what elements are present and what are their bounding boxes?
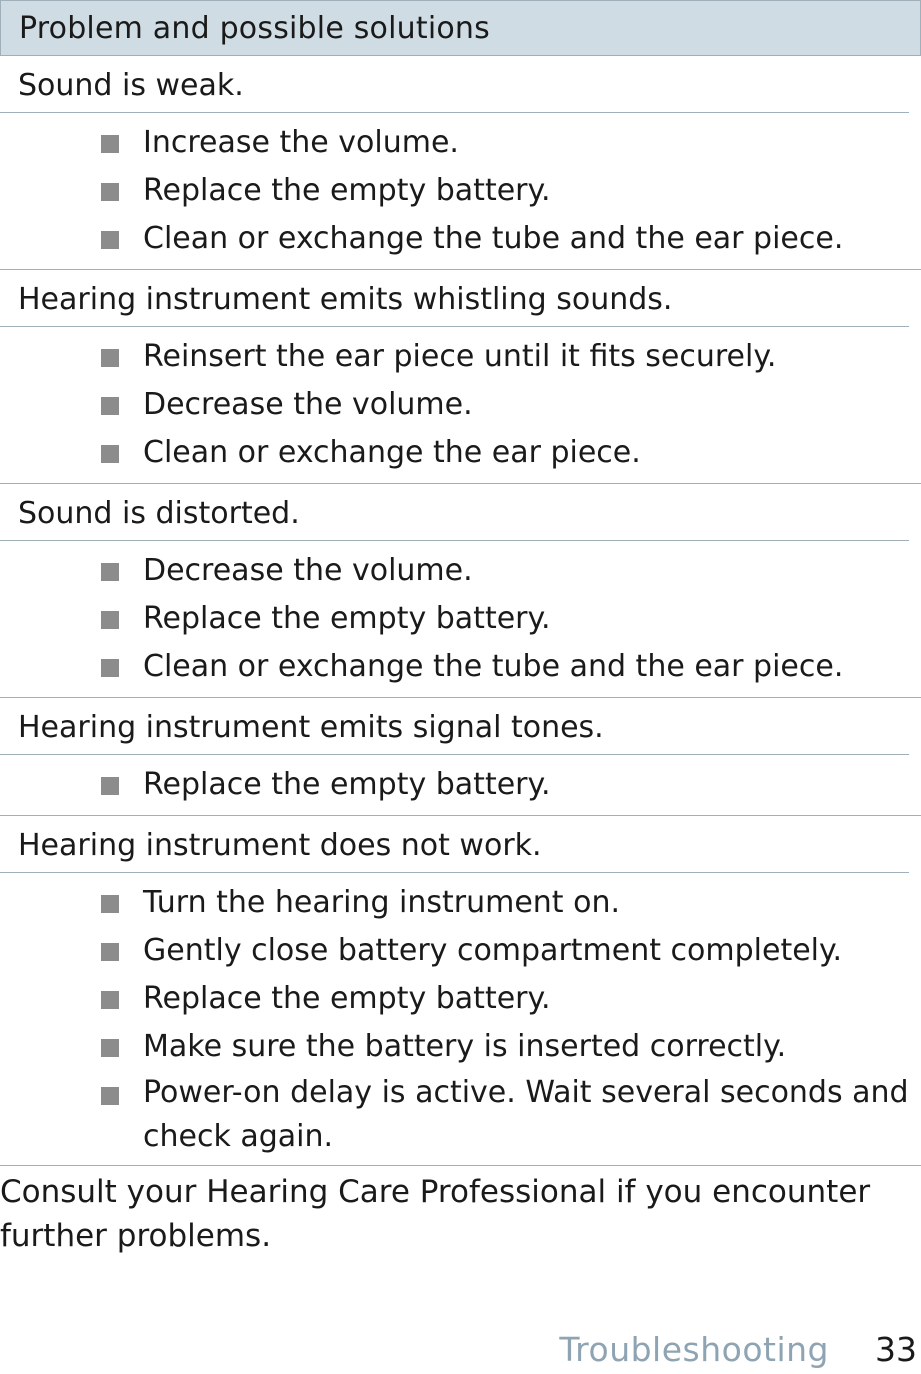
solution-list <box>0 541 921 698</box>
solution-text: Turn the hearing instrument on. <box>143 885 621 920</box>
problem-group <box>0 270 921 484</box>
page-number: 33 <box>875 1330 917 1369</box>
solution-item <box>0 643 921 691</box>
solution-item <box>0 119 921 167</box>
square-bullet-icon <box>101 397 119 415</box>
solution-item <box>0 215 921 263</box>
square-bullet-icon <box>101 991 119 1009</box>
solution-text: Replace the empty battery. <box>143 767 551 802</box>
solution-item <box>0 975 921 1023</box>
solution-text: Decrease the volume. <box>143 387 473 422</box>
solution-item <box>0 429 921 477</box>
square-bullet-icon <box>101 777 119 795</box>
solution-text: Clean or exchange the ear piece. <box>143 435 641 470</box>
solution-text: Replace the empty battery. <box>143 601 551 636</box>
solution-item <box>0 547 921 595</box>
solution-list <box>0 113 921 270</box>
section-title: Troubleshooting <box>559 1330 829 1369</box>
square-bullet-icon <box>101 943 119 961</box>
square-bullet-icon <box>101 611 119 629</box>
problem-row: Sound is weak. <box>0 56 909 113</box>
solution-text: Power-on delay is active. Wait several seconds and check again. <box>143 1075 909 1154</box>
problem-row: Hearing instrument emits whistling sounds. <box>0 270 909 327</box>
square-bullet-icon <box>101 349 119 367</box>
solution-item <box>0 595 921 643</box>
solution-item <box>0 167 921 215</box>
solution-text: Clean or exchange the tube and the ear piece. <box>143 649 844 684</box>
solution-item <box>0 761 921 809</box>
square-bullet-icon <box>101 1087 119 1105</box>
solution-item <box>0 381 921 429</box>
solution-item <box>0 1071 921 1159</box>
table-header: Problem and possible solutions <box>0 0 921 56</box>
solution-text: Replace the empty battery. <box>143 981 551 1016</box>
square-bullet-icon <box>101 135 119 153</box>
solution-item <box>0 333 921 381</box>
square-bullet-icon <box>101 231 119 249</box>
solution-text: Replace the empty battery. <box>143 173 551 208</box>
square-bullet-icon <box>101 563 119 581</box>
problem-group <box>0 816 921 1166</box>
square-bullet-icon <box>101 1039 119 1057</box>
square-bullet-icon <box>101 445 119 463</box>
solution-list <box>0 873 921 1166</box>
solution-text: Clean or exchange the tube and the ear piece. <box>143 221 844 256</box>
solution-text: Reinsert the ear piece until it fits securely. <box>143 339 777 374</box>
solution-text: Make sure the battery is inserted correctly. <box>143 1029 787 1064</box>
solution-item <box>0 1023 921 1071</box>
problem-group <box>0 56 921 270</box>
solution-list <box>0 755 921 816</box>
solution-list <box>0 327 921 484</box>
square-bullet-icon <box>101 659 119 677</box>
square-bullet-icon <box>101 895 119 913</box>
solution-text: Increase the volume. <box>143 125 459 160</box>
problem-group <box>0 484 921 698</box>
square-bullet-icon <box>101 183 119 201</box>
solution-text: Gently close battery compartment completely. <box>143 933 843 968</box>
problem-group <box>0 698 921 816</box>
solution-item <box>0 879 921 927</box>
solution-item <box>0 927 921 975</box>
problem-row: Hearing instrument emits signal tones. <box>0 698 909 755</box>
problem-row: Sound is distorted. <box>0 484 909 541</box>
solution-text: Decrease the volume. <box>143 553 473 588</box>
consult-note: Consult your Hearing Care Professional if you encounter further problems. <box>0 1174 871 1254</box>
problem-row: Hearing instrument does not work. <box>0 816 909 873</box>
